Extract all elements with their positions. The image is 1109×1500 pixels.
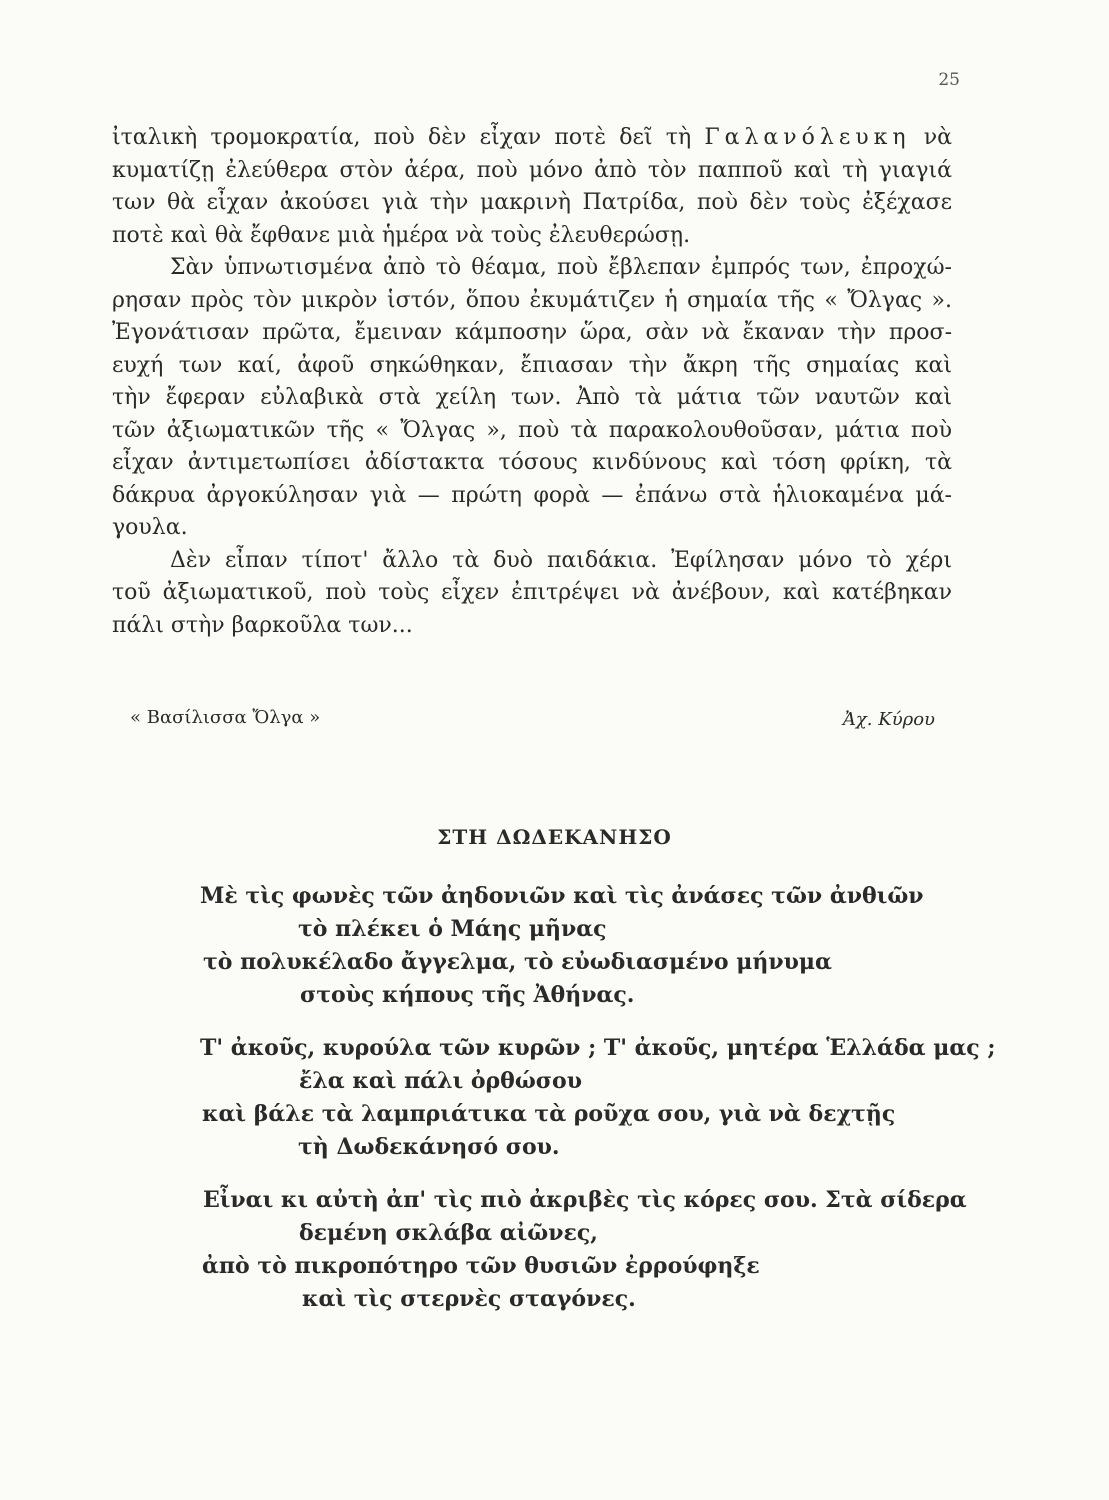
text-line: τῶν ἀξιωματικῶν τῆς « Ὄλγας », ποὺ τὰ παρακολουθοῦσαν, μάτια ποὺ <box>112 417 952 443</box>
verse-line: ἔλα καὶ πάλι ὀρθώσου <box>299 1068 582 1094</box>
poem <box>0 880 1109 1336</box>
source-title: « Βασίλισσα Ὄλγα » <box>130 707 321 728</box>
text-line: ρησαν πρὸς τὸν μικρὸν ἱστόν, ὅπου ἐκυμάτιζεν ἡ σημαία τῆς « Ὄλγας ». <box>112 287 952 313</box>
verse-line: καὶ τὶς στερνὲς σταγόνες. <box>302 1286 636 1312</box>
text-line: των θὰ εἶχαν ἀκούσει γιὰ τὴν μακρινὴ Πατρίδα, ποὺ δὲν τοὺς ἐξέχασε <box>112 190 952 215</box>
text-line: ποτὲ καὶ θὰ ἔφθανε μιὰ ἡμέρα νὰ τοὺς ἐλευθερώσῃ. <box>112 222 691 248</box>
paragraph <box>112 545 952 643</box>
text-line: γουλα. <box>112 515 188 540</box>
prose-text <box>112 122 952 642</box>
verse-line: τὸ πλέκει ὁ Μάης μῆνας <box>298 916 607 942</box>
text-line <box>112 122 952 155</box>
verse-line: Μὲ τὶς φωνὲς τῶν ἀηδονιῶν καὶ τὶς ἀνάσες τῶν ἀνθιῶν <box>200 883 924 909</box>
text-span: νὰ <box>910 125 952 150</box>
verse-line: Τ' ἀκοῦς, κυρούλα τῶν κυρῶν ; Τ' ἀκοῦς, μητέρα Ἑλλάδα μας ; <box>200 1035 996 1061</box>
poem-title: ΣΤΗ ΔΩΔΕΚΑΝΗΣΟ <box>437 825 672 849</box>
page-number: 25 <box>938 70 960 90</box>
text-line: Δὲν εἶπαν τίποτ' ἄλλο τὰ δυὸ παιδάκια. Ἐφίλησαν μόνο τὸ χέρι <box>170 547 952 573</box>
paragraph <box>112 122 952 252</box>
text-span: ἰταλικὴ τρομοκρατία, ποὺ δὲν εἶχαν ποτὲ δεῖ τὴ <box>112 125 705 150</box>
verse-line: τὸ πολυκέλαδο ἄγγελμα, τὸ εὐωδιασμένο μήνυμα <box>203 949 832 975</box>
source-citation <box>130 707 935 737</box>
verse-line: Εἶναι κι αὐτὴ ἀπ' τὶς πιὸ ἀκριβὲς τὶς κόρες σου. Στὰ σίδερα <box>203 1187 967 1213</box>
paragraph <box>112 252 952 545</box>
verse-line: ἀπὸ τὸ πικροπότηρο τῶν θυσιῶν ἐρρούφηξε <box>202 1253 760 1279</box>
text-line: Σὰν ὑπνωτισμένα ἀπὸ τὸ θέαμα, ποὺ ἔβλεπαν ἐμπρός των, ἐπροχώ- <box>170 255 952 280</box>
text-line: δάκρυα ἀργοκύλησαν γιὰ — πρώτη φορὰ — ἐπάνω στὰ ἡλιοκαμένα μά- <box>112 482 952 508</box>
text-line: τοῦ ἀξιωματικοῦ, ποὺ τοὺς εἶχεν ἐπιτρέψει νὰ ἀνέβουν, καὶ κατέβηκαν <box>112 580 952 605</box>
text-line: πάλι στὴν βαρκοῦλα των... <box>112 612 413 638</box>
verse-line: καὶ βάλε τὰ λαμπριάτικα τὰ ροῦχα σου, γιὰ νὰ δεχτῇς <box>202 1101 896 1127</box>
text-line: εἶχαν ἀντιμετωπίσει ἀδίστακτα τόσους κινδύνους καὶ τόση φρίκη, τὰ <box>112 450 952 475</box>
stanza <box>0 880 1109 1012</box>
text-line: ευχή των καί, ἀφοῦ σηκώθηκαν, ἔπιασαν τὴν ἄκρη τῆς σημαίας καὶ <box>112 352 952 378</box>
source-author: Ἀχ. Κύρου <box>842 709 935 730</box>
stanza <box>0 1032 1109 1164</box>
verse-line: δεμένη σκλάβα αἰῶνες, <box>299 1220 598 1246</box>
emphasized-word: Γαλανόλευκη <box>704 125 911 150</box>
verse-line: στοὺς κήπους τῆς Ἀθήνας. <box>300 982 635 1008</box>
text-line: κυματίζῃ ἐλεύθερα στὸν ἀέρα, ποὺ μόνο ἀπὸ τὸν παπποῦ καὶ τὴ γιαγιά <box>112 157 952 183</box>
text-line: τὴν ἔφεραν εὐλαβικὰ στὰ χείλη των. Ἀπὸ τὰ μάτια τῶν ναυτῶν καὶ <box>112 385 952 410</box>
stanza <box>0 1184 1109 1316</box>
text-line: Ἐγονάτισαν πρῶτα, ἔμειναν κάμποσην ὥρα, σὰν νὰ ἔκαναν τὴν προσ- <box>112 320 952 345</box>
verse-line: τὴ Δωδεκάνησό σου. <box>298 1134 560 1160</box>
